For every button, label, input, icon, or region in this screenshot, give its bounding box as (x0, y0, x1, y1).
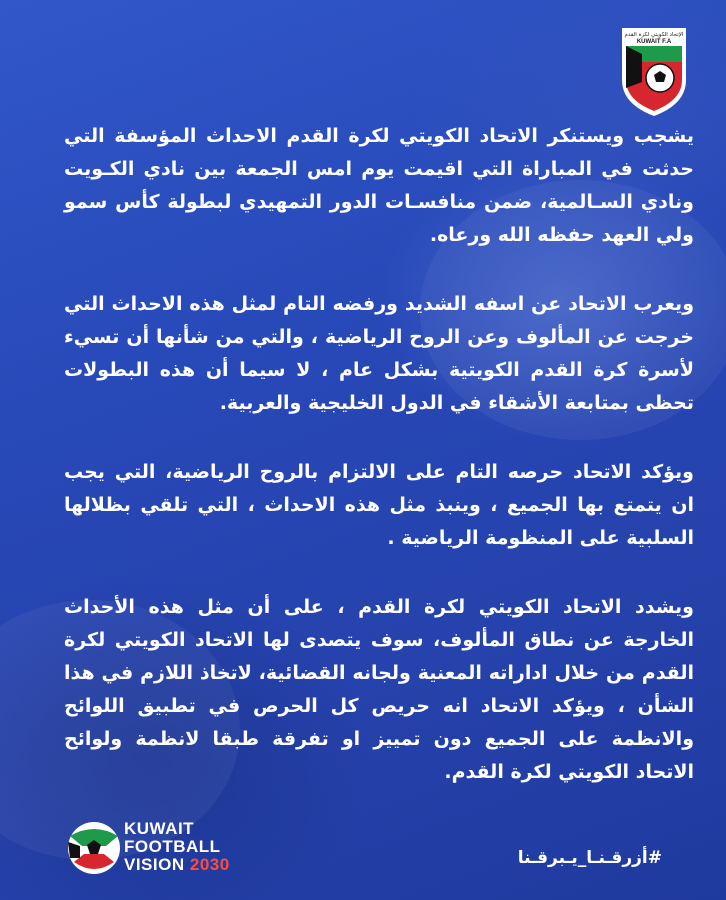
kuwait-fa-crest-icon (616, 22, 692, 118)
vision-line: FOOTBALL (124, 837, 221, 856)
statement-paragraph: يشجب ويستنكر الاتحاد الكويتي لكرة القدم الاحداث المؤسفة التي حدثت في المباراة التي اقيمت يوم امس الجمعة بين نادي الكـويت ونادي السـالمية، ضمن منافسـات الدور التمهيدي لبطولة كأس سمو ولي العهد حفظه الله ورعاه. (64, 125, 694, 246)
crest-english-text: KUWAIT F.A (636, 39, 672, 45)
kuwait-football-vision-logo (66, 818, 306, 882)
vision-line (124, 856, 230, 874)
statement-paragraph: ويؤكد الاتحاد حرصه التام على الالتزام بالروح الرياضية، التي يجب ان يتمتع بها الجميع ، وينبذ مثل هذه الاحداث ، التي تلقي بظلالها السلبية على المنظومة الرياضية . (64, 461, 694, 549)
football-vision-ball-icon (66, 818, 122, 878)
hashtag-text: #أزرقـنـا_يـبرقـنا (517, 848, 662, 868)
vision-line: KUWAIT (124, 819, 195, 838)
vision-wordmark (124, 820, 230, 874)
statement-paragraph: ويشدد الاتحاد الكويتي لكرة القدم ، على أن مثل هذه الأحداث الخارجة عن نطاق المألوف، سوف يتصدى لها الاتحاد الكويتي لكرة القدم من خلال اداراته المعنية ولجانه القضائية، لاتخاذ اللازم في هذا الشأن ، ويؤكد الاتحاد انه حريص كل الحرص في تطبيق اللوائح والانظمة على الجميع دون تمييز او تفرقة طبقا لانظمة ولوائح الاتحاد الكويتي لكرة القدم. (64, 596, 694, 783)
statement-body (64, 120, 694, 825)
vision-year: 2030 (189, 855, 230, 874)
vision-word: VISION (124, 855, 185, 874)
crest-arabic-text: الإتحاد الكويتي لكرة القدم (624, 32, 684, 38)
statement-paragraph: ويعرب الاتحاد عن اسفه الشديد ورفضه التام لمثل هذه الاحداث التي خرجت عن المألوف وعن الروح الرياضية ، والتي من شأنها أن تسيء لأسرة كرة القدم الكويتية بشكل عام ، لا سيما أن هذه البطولات تحظى بمتابعة الأشقاء في الدول الخليجية والعربية. (64, 293, 694, 414)
